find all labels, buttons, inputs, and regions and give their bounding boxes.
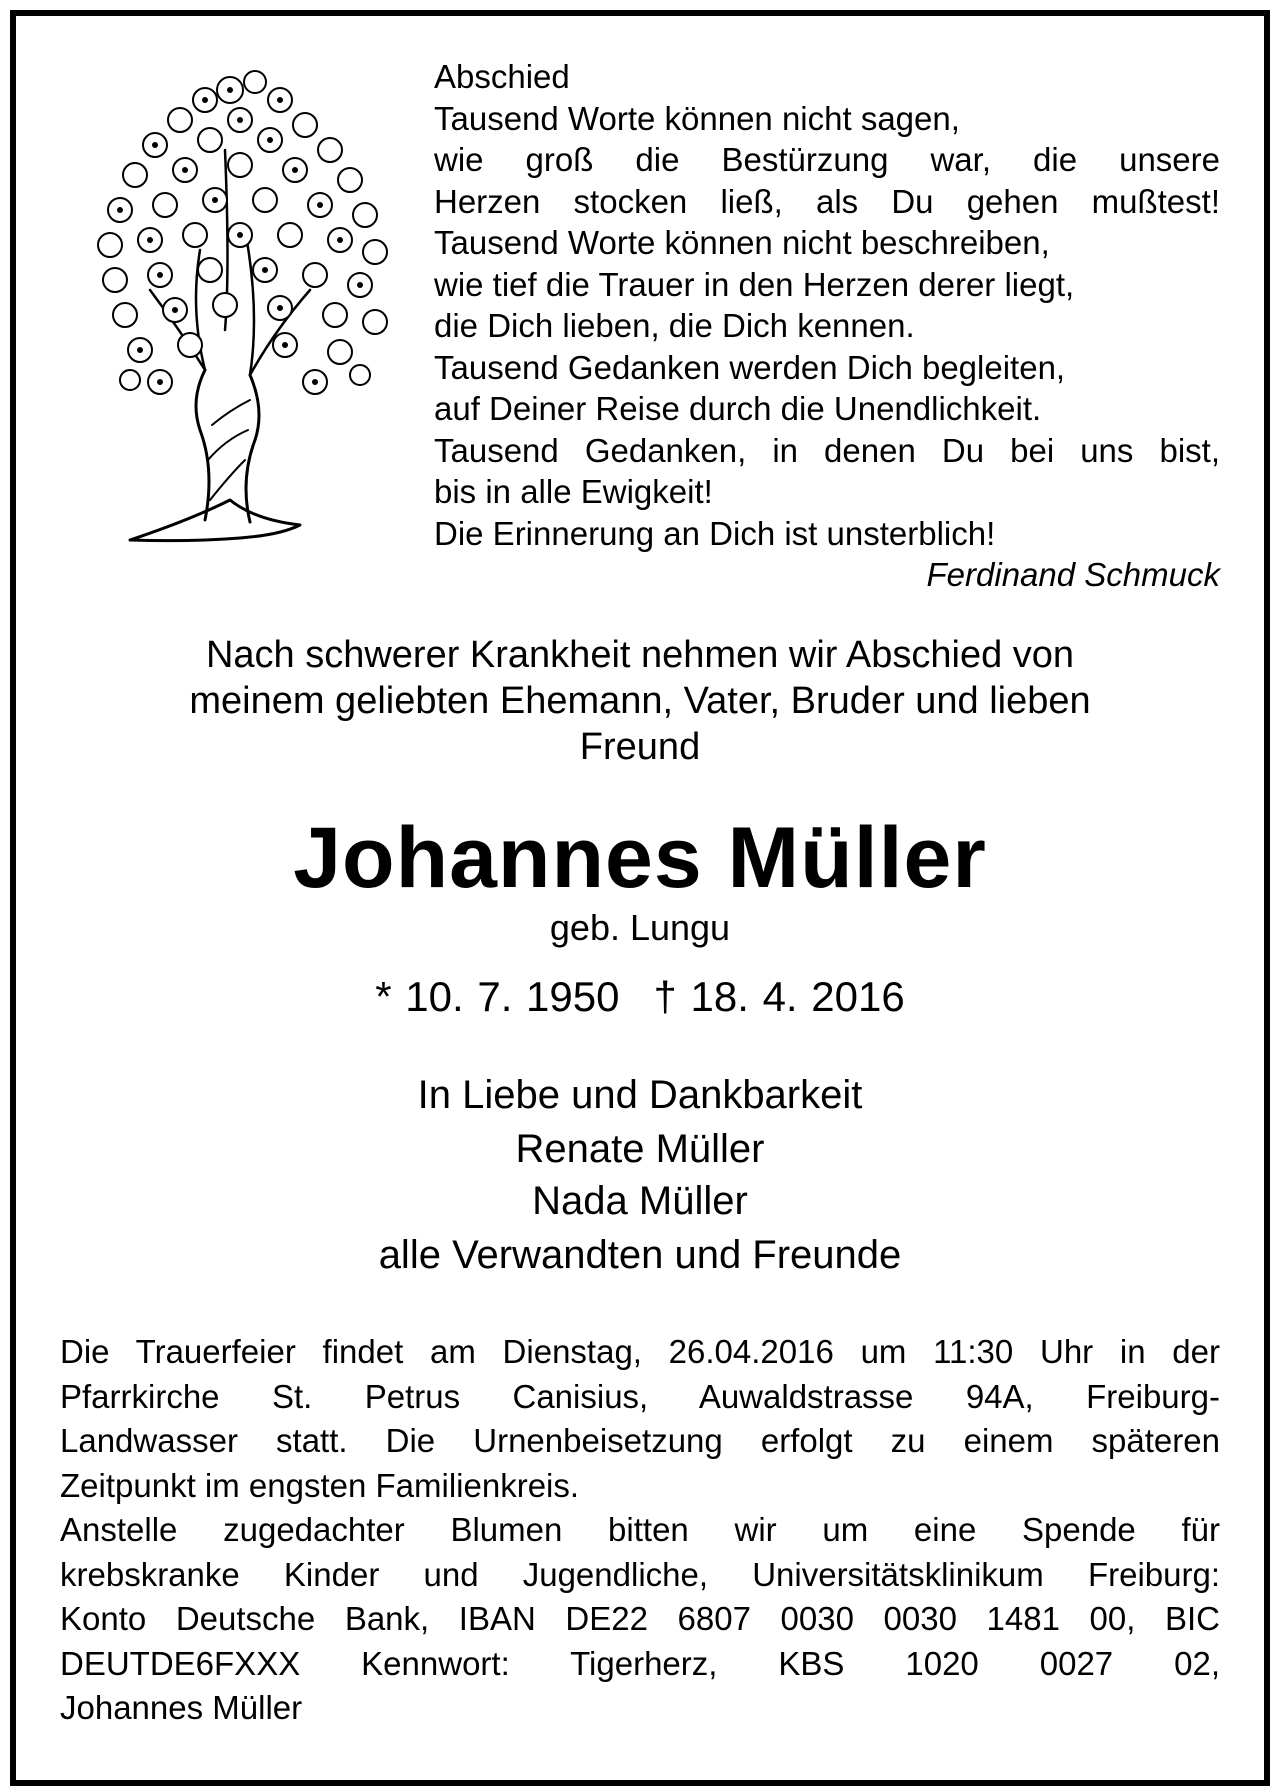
intro-text [40,632,1240,770]
mourners [40,1068,1240,1282]
details-line: Zeitpunkt im engsten Familienkreis. [60,1466,580,1504]
details-line: Landwasser statt. Die Urnenbeisetzung erfolgt zu einem späteren [60,1422,1220,1459]
intro-line: Freund [579,726,701,768]
details-line: Die Trauerfeier findet am Dienstag, 26.04.2016 um 11:30 Uhr in der [60,1333,1220,1370]
deceased-name: Johannes Müller [293,810,987,906]
intro-line: Nach schwerer Krankheit nehmen wir Abschied von [205,634,1075,676]
poem-line: wie tief die Trauer in den Herzen derer liegt, [434,265,1075,303]
poem-line: Tausend Worte können nicht beschreiben, [434,224,1050,261]
poem-line: die Dich lieben, die Dich kennen. [434,307,915,344]
poem-line: Tausend Gedanken, in denen Du bei uns bist, [434,431,1220,469]
death-date: † 18. 4. 2016 [653,973,905,1020]
details-line: Pfarrkirche St. Petrus Canisius, Auwaldstrasse 94A, Freiburg- [60,1377,1220,1415]
poem-line: wie groß die Bestürzung war, die unsere [434,141,1220,178]
intro-line: meinem geliebten Ehemann, Vater, Bruder und lieben [189,680,1091,722]
poem-author: Ferdinand Schmuck [926,556,1220,593]
poem-line: auf Deiner Reise durch die Unendlichkeit. [434,390,1042,427]
poem-line: Tausend Gedanken werden Dich begleiten, [434,348,1066,386]
details-line: DEUTDE6FXXX Kennwort: Tigerherz, KBS 1020 0027 02, [60,1644,1220,1682]
details-line: Anstelle zugedachter Blumen bitten wir um eine Spende für [60,1511,1220,1548]
service-details [60,1330,1220,1731]
birth-name: geb. Lungu [549,907,731,948]
poem [434,56,1220,596]
poem-line: Die Erinnerung an Dich ist unsterblich! [434,514,996,552]
details-line: krebskranke Kinder und Jugendliche, Universitätsklinikum Freiburg: [60,1555,1220,1593]
poem-line: bis in alle Ewigkeit! [434,473,713,510]
details-line: Konto Deutsche Bank, IBAN DE22 6807 0030 0030 1481 00, BIC [60,1600,1220,1637]
poem-title: Abschied [434,58,570,95]
poem-line: Tausend Worte können nicht sagen, [434,99,960,137]
poem-line: Herzen stocken ließ, als Du gehen mußtest! [434,182,1220,220]
details-line: Johannes Müller [60,1689,303,1726]
life-dates [40,972,1240,1022]
mourner-name: Nada Müller [532,1179,748,1223]
mourner-name: Renate Müller [515,1127,765,1171]
mourners-heading: In Liebe und Dankbarkeit [417,1073,863,1117]
tree-icon [40,30,420,550]
birth-date: * 10. 7. 1950 [375,973,620,1020]
mourner-name: alle Verwandten und Freunde [378,1233,902,1277]
